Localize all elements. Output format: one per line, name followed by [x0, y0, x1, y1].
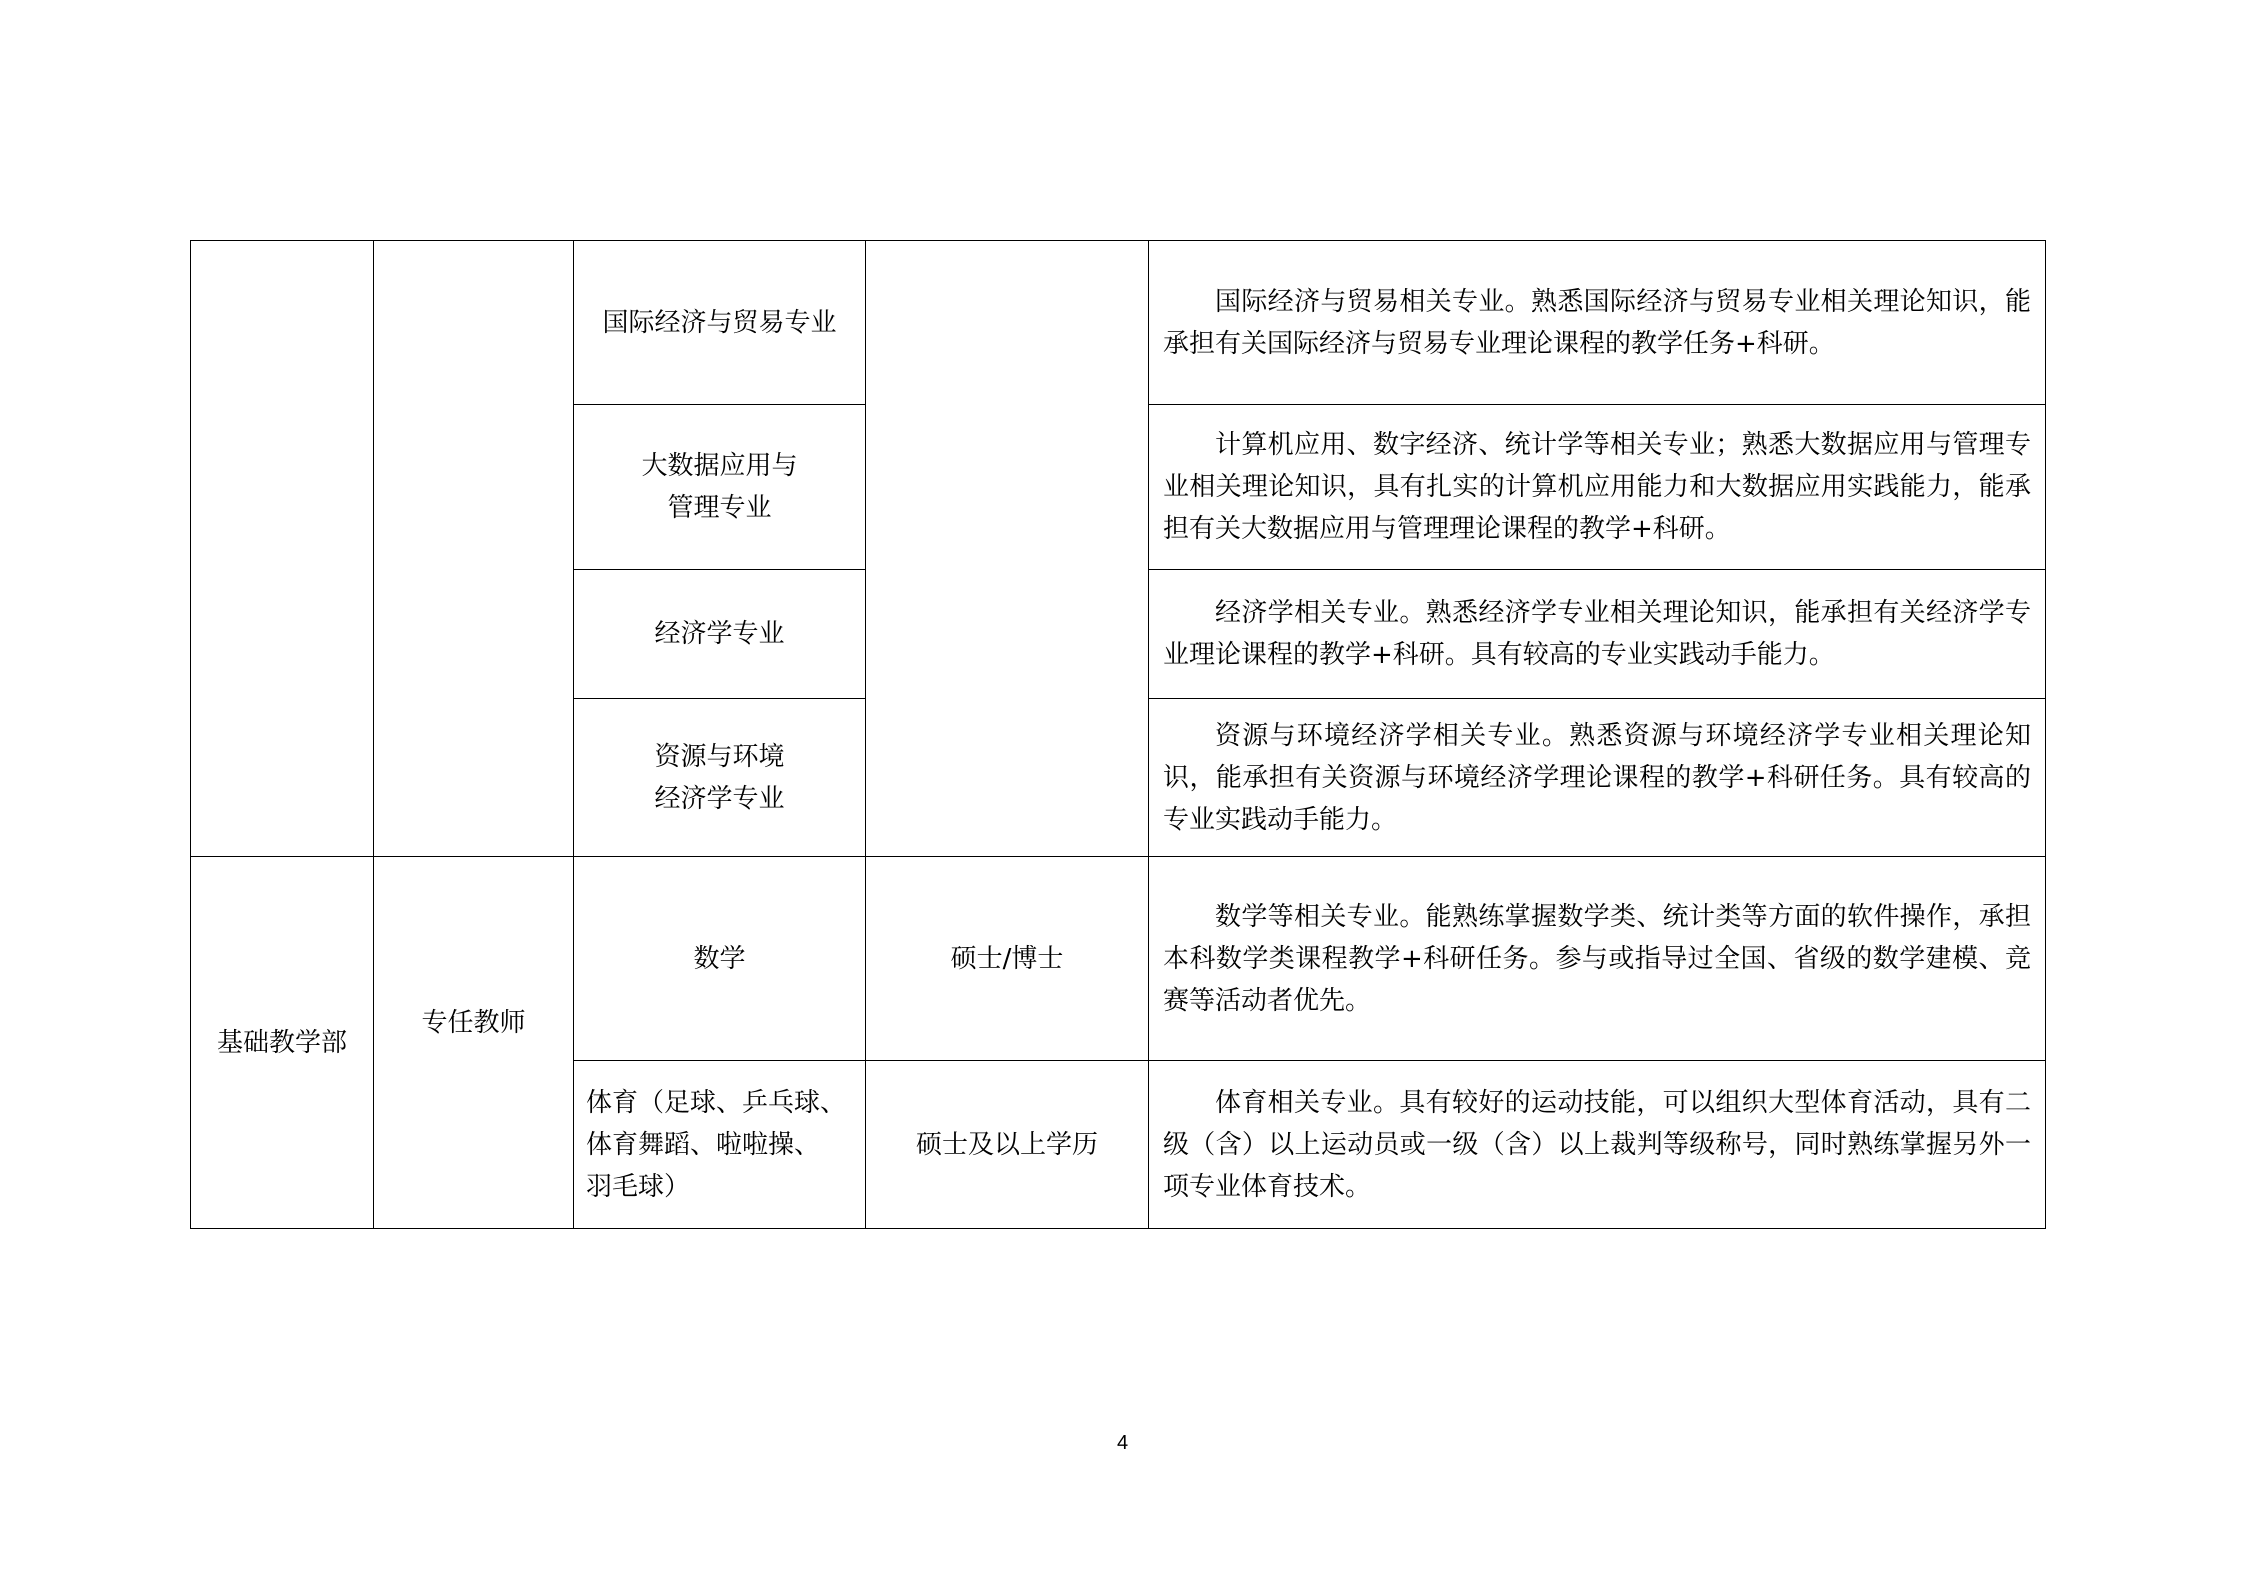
specialty-line: 数学 — [693, 943, 746, 974]
specialty-cell — [574, 699, 866, 857]
degree-text: 硕士/博士 — [950, 943, 1064, 974]
degree-text: 硕士及以上学历 — [915, 1129, 1098, 1160]
specialty-cell — [574, 570, 866, 699]
requirement-cell — [1149, 857, 2046, 1061]
specialty-line: 管理专业 — [667, 493, 772, 523]
table-row — [191, 241, 2046, 405]
degree-cell — [866, 1061, 1149, 1229]
specialty-line: 羽毛球） — [586, 1171, 691, 1202]
requirement-cell — [1149, 699, 2046, 857]
department-cell-empty — [191, 241, 374, 857]
specialty-line: 体育舞蹈、啦啦操、 — [586, 1129, 821, 1160]
specialty-line: 体育（足球、乒乓球、 — [586, 1087, 847, 1118]
requirement-text: 计算机应用、数字经济、统计学等相关专业；熟悉大数据应用与管理专业相关理论知识，具有扎实的计算机应用能力和大数据应用实践能力，能承担有关大数据应用与管理理论课程的教学+科研。 — [1163, 430, 2031, 544]
requirement-text: 国际经济与贸易相关专业。熟悉国际经济与贸易专业相关理论知识，能承担有关国际经济与贸易专业理论课程的教学任务+科研。 — [1163, 286, 2031, 359]
table-row — [191, 857, 2046, 1061]
requirement-text: 经济学相关专业。熟悉经济学专业相关理论知识，能承担有关经济学专业理论课程的教学+科研。具有较高的专业实践动手能力。 — [1163, 598, 2031, 670]
degree-cell-empty — [866, 241, 1149, 857]
requirement-text: 资源与环境经济学相关专业。熟悉资源与环境经济学专业相关理论知识，能承担有关资源与环境经济学理论课程的教学+科研任务。具有较高的专业实践动手能力。 — [1163, 720, 2031, 835]
specialty-cell — [574, 1061, 866, 1229]
position-cell-empty — [374, 241, 574, 857]
specialty-line: 经济学专业 — [654, 619, 785, 649]
specialty-line: 国际经济与贸易专业 — [602, 307, 837, 338]
requirement-cell — [1149, 241, 2046, 405]
requirement-text: 数学等相关专业。能熟练掌握数学类、统计类等方面的软件操作，承担本科数学类课程教学+科研任务。参与或指导过全国、省级的数学建模、竞赛等活动者优先。 — [1163, 901, 2031, 1016]
specialty-line: 大数据应用与 — [641, 451, 798, 481]
requirement-text: 体育相关专业。具有较好的运动技能，可以组织大型体育活动，具有二级（含）以上运动员或一级（含）以上裁判等级称号，同时熟练掌握另外一项专业体育技术。 — [1163, 1087, 2031, 1202]
requirement-cell — [1149, 570, 2046, 699]
requirement-cell — [1149, 405, 2046, 570]
department-cell — [191, 857, 374, 1229]
department-name: 基础教学部 — [216, 1027, 347, 1058]
specialty-cell — [574, 857, 866, 1061]
position-name: 专任教师 — [421, 1007, 526, 1038]
page-number: 4 — [1116, 1432, 1129, 1454]
recruitment-table — [190, 240, 2046, 1229]
position-cell — [374, 857, 574, 1229]
specialty-line: 资源与环境 — [654, 741, 785, 772]
specialty-line: 经济学专业 — [654, 783, 785, 814]
specialty-cell — [574, 241, 866, 405]
degree-cell — [866, 857, 1149, 1061]
requirement-cell — [1149, 1061, 2046, 1229]
specialty-cell — [574, 405, 866, 570]
